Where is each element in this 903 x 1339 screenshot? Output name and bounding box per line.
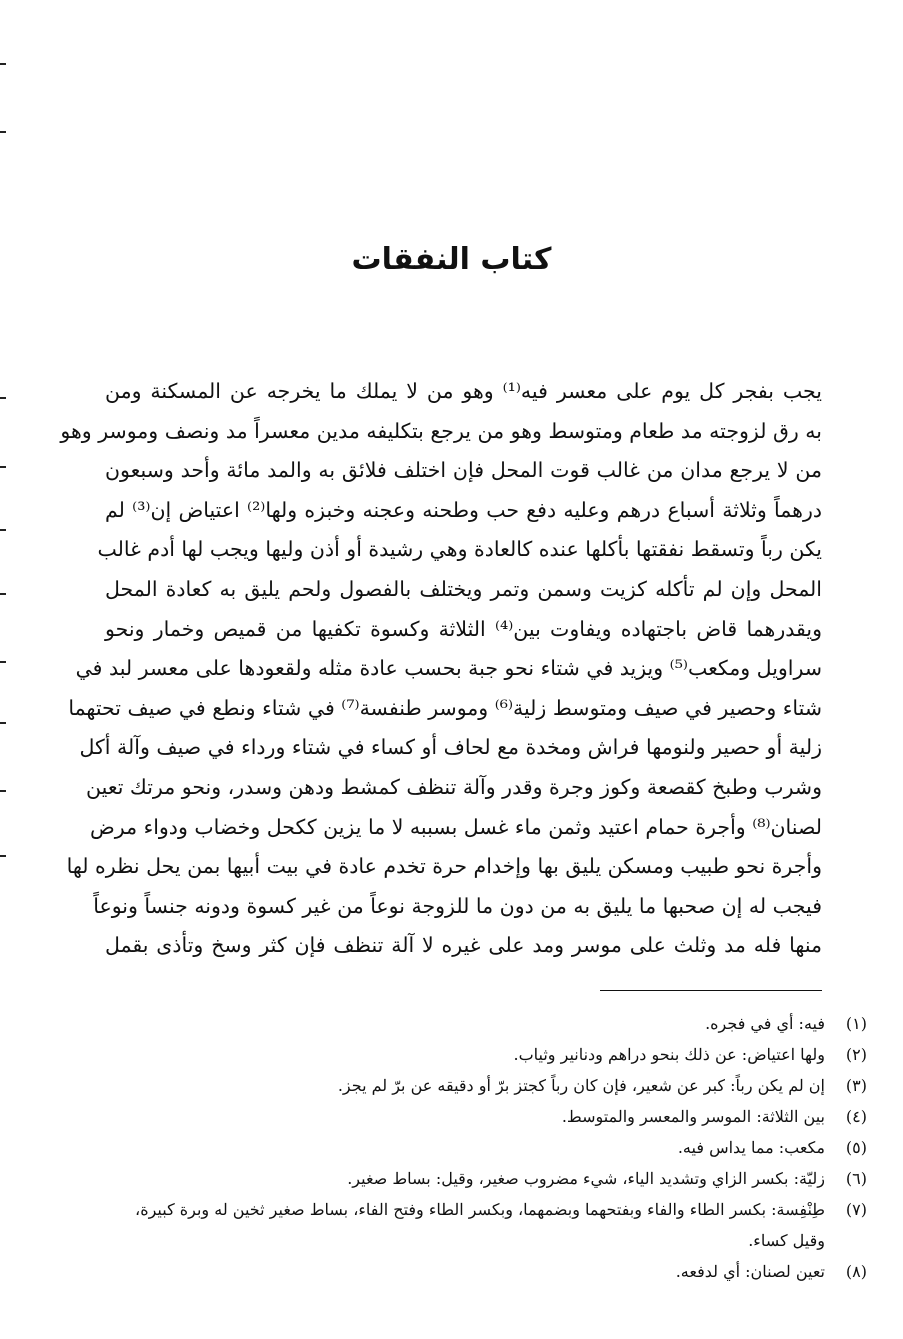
footnote [105, 1039, 867, 1070]
footnote-number: (٦) [845, 1169, 867, 1188]
margin-mark [0, 63, 6, 65]
footnote-text: إن لم يكن رباً: كبر عن شعير، فإن كان رباً كجتز برّ أو دقيقه عن برّ لم يجز. [337, 1076, 825, 1095]
footnote [105, 1194, 867, 1256]
body-line: لصنان⁽⁸⁾ وأجرة حمام اعتيد وثمن ماء غسل بسببه لا ما يزين ككحل وخضاب ودواء مرض [89, 814, 822, 839]
page-title: كتاب النفقات [351, 242, 552, 277]
margin-mark [0, 790, 6, 792]
footnote [105, 1256, 867, 1287]
body-line: ويقدرهما قاض باجتهاده ويفاوت بين⁽⁴⁾ الثلاثة وكسوة تكفيها من قميص وخمار ونحو [105, 616, 823, 641]
body-line: من لا يرجع مدان من غالب قوت المحل فإن اختلف فلائق به والمد مائة وأحد وسبعون [105, 458, 822, 483]
footnote [105, 1163, 867, 1194]
footnote-number: (٤) [845, 1107, 867, 1126]
footnote-divider [600, 990, 822, 991]
body-line: درهماً وثلاثة أسباع درهم وعليه دفع حب وطحنه وعجنه وخبزه ولها⁽²⁾ اعتياض إن⁽³⁾ لم [105, 497, 822, 522]
footnote-number: (٨) [845, 1262, 867, 1281]
margin-mark [0, 661, 6, 663]
footnote-text: فيه: أي في فجره. [705, 1014, 825, 1033]
footnote-text: ولها اعتياض: عن ذلك بنحو دراهم ودنانير وثياب. [513, 1045, 825, 1064]
footnote-number: (١) [845, 1014, 867, 1033]
footnote-number: (٢) [845, 1045, 867, 1064]
margin-mark [0, 466, 6, 468]
body-line: وأجرة نحو طبيب ومسكن يليق بها وإخدام حرة تخدم عادة في بيت أبيها بمن يحل نظره لها [66, 854, 822, 879]
footnote-number: (٣) [845, 1076, 867, 1095]
margin-mark [0, 722, 6, 724]
footnote [105, 1132, 867, 1163]
body-line: يكن رباً وتسقط نفقتها بأكلها عنده كالعادة وهي رشيدة أو أذن وليها ويجب لها أدم غالب [97, 537, 822, 562]
footnote-text: طِنْفِسة: بكسر الطاء والفاء وبفتحهما وبضمهما، وبكسر الطاء وفتح الفاء، بساط صغير ثخين له وبرة كبيرة، وقيل كساء. [135, 1200, 825, 1250]
body-text [60, 372, 823, 966]
body-line: فيجب له إن صحبها ما يليق به من دون ما للزوجة نوعاً من غير كسوة ودونه جنساً ونوعاً [93, 893, 822, 918]
margin-mark [0, 855, 6, 857]
footnote [105, 1008, 867, 1039]
body-line: منها فله مد وثلث على موسر ومد على غيره لا آلة تنظف فإن كثر وسخ وتأذى بقمل [105, 933, 822, 958]
footnote-text: تعين لصنان: أي لدفعه. [675, 1262, 825, 1281]
footnote-text: مكعب: مما يداس فيه. [677, 1138, 825, 1157]
footnote-number: (٧) [845, 1200, 867, 1219]
body-line: يجب بفجر كل يوم على معسر فيه⁽¹⁾ وهو من لا يملك ما يخرجه عن المسكنة ومن [105, 379, 823, 403]
margin-mark [0, 593, 6, 595]
footnote [105, 1070, 867, 1101]
body-line: شتاء وحصير في صيف ومتوسط زلية⁽⁶⁾ وموسر طنفسة⁽⁷⁾ في شتاء ونطع في صيف تحتهما [68, 695, 822, 720]
margin-mark [0, 529, 6, 531]
body-line: المحل وإن لم تأكله كزيت وسمن وتمر ويختلف بالفصول ولحم يليق به كعادة المحل [105, 576, 822, 601]
footnote-text: بين الثلاثة: الموسر والمعسر والمتوسط. [561, 1107, 825, 1126]
footnotes [105, 1008, 867, 1287]
body-line: به رق لزوجته مد طعام ومتوسط وهو من يرجع بتكليفه مدين معسراً مد ونصف وموسر وهو [60, 418, 822, 443]
body-line: زلية أو حصير ولنومها فراش ومخدة مع لحاف أو كساء في شتاء ورداء في صيف وآلة أكل [79, 735, 822, 760]
footnote-number: (٥) [845, 1138, 867, 1157]
margin-mark [0, 397, 6, 399]
footnote-text: زليّة: بكسر الزاي وتشديد الياء، شيء مضروب صغير، وقيل: بساط صغير. [347, 1169, 825, 1188]
footnote [105, 1101, 867, 1132]
margin-mark [0, 131, 6, 133]
body-line: سراويل ومكعب⁽⁵⁾ ويزيد في شتاء نحو جبة بحسب عادة مثله ولقعودها على معسر لبد في [75, 656, 822, 681]
body-line: وشرب وطبخ كقصعة وكوز وجرة وقدر وآلة تنظف كمشط ودهن وسدر، ونحو مرتك تعين [86, 774, 822, 799]
